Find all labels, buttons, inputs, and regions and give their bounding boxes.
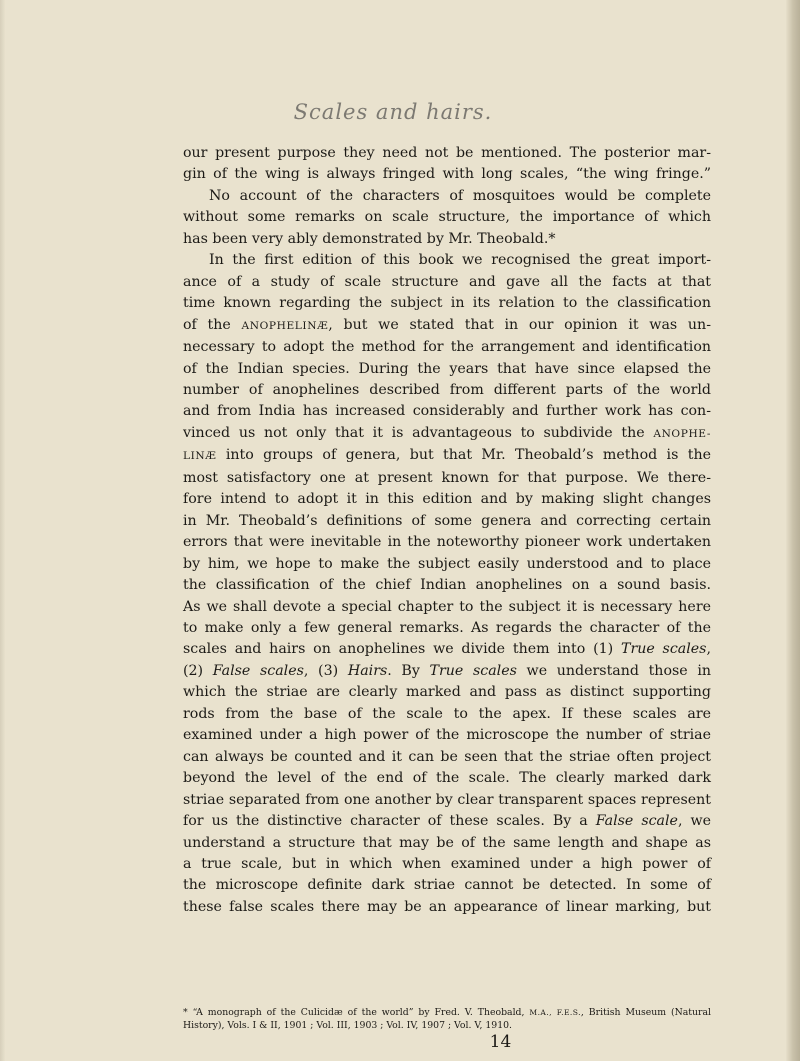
text-line: of the Indian species. During the years that have since elapsed the — [183, 360, 711, 377]
page-number: 14 — [489, 1032, 512, 1052]
text-line: beyond the level of the end of the scale. The clearly marked dark — [183, 770, 711, 787]
text-line: understand a structure that may be of the same length and shape as — [183, 834, 711, 851]
page-binding-right — [786, 0, 800, 1061]
text-line: (2) False scales, (3) Hairs. By True scales we understand those in — [183, 662, 711, 679]
text-line: number of anophelines described from different parts of the world — [183, 381, 711, 398]
text-line: fore intend to adopt it in this edition and by making slight changes — [183, 491, 711, 508]
text-line: these false scales there may be an appearance of linear marking, but — [183, 898, 711, 915]
text-line: can always be counted and it can be seen that the striae often project — [183, 748, 711, 765]
text-line: LINÆ into groups of genera, but that Mr. Theobald’s method is the — [183, 447, 711, 464]
text-line: has been very ably demonstrated by Mr. Theobald.* — [183, 230, 556, 247]
italic-term: True scales — [429, 662, 517, 679]
text-line: rods from the base of the scale to the apex. If these scales are — [183, 705, 711, 722]
text-line: scales and hairs on anophelines we divide them into (1) True scales, — [183, 641, 711, 658]
italic-term: False scale — [595, 813, 678, 830]
text-line: No account of the characters of mosquitoes would be complete — [209, 187, 711, 204]
text-line: our present purpose they need not be mentioned. The posterior mar- — [183, 145, 711, 161]
text-line: vinced us not only that it is advantageous to subdivide the ANOPHE- — [183, 424, 711, 441]
running-head: Scales and hairs. — [293, 100, 493, 124]
body-text — [183, 143, 711, 918]
text-line: errors that were inevitable in the noteworthy pioneer work undertaken — [183, 534, 711, 551]
text-line: the classification of the chief Indian anophelines on a sound basis. — [183, 577, 711, 594]
text-line: ance of a study of scale structure and gave all the facts at that — [183, 273, 711, 290]
text-line: striae separated from one another by clear transparent spaces represent — [183, 791, 711, 808]
small-caps-term: LINÆ — [183, 450, 217, 463]
small-caps-term: ANOPHELINÆ — [241, 319, 329, 332]
text-line: the microscope definite dark striae cannot be detected. In some of — [183, 877, 711, 894]
small-caps-term: ANOPHE- — [653, 427, 711, 440]
text-line: a true scale, but in which when examined under a high power of — [183, 855, 711, 872]
text-line: time known regarding the subject in its relation to the classification — [183, 295, 711, 312]
text-line: in Mr. Theobald’s definitions of some genera and correcting certain — [183, 512, 711, 529]
italic-term: False scales — [212, 662, 304, 679]
text-line: most satisfactory one at present known for that purpose. We there- — [183, 469, 711, 486]
italic-term: Hairs — [347, 662, 388, 679]
text-line: which the striae are clearly marked and pass as distinct supporting — [183, 684, 711, 701]
text-line: to make only a few general remarks. As regards the character of the — [183, 619, 711, 636]
text-line: necessary to adopt the method for the arrangement and identification — [183, 339, 711, 356]
footnote: * “A monograph of the Culicidæ of the world” by Fred. V. Theobald, M.A., F.E.S., British Museum (Natural History), Vols. I & II, 1901 ; Vol. III, 1903 ; Vol. IV, 1907 ; Vol. V, 1910. — [183, 1007, 711, 1031]
text-line: for us the distinctive character of these scales. By a False scale, we — [183, 813, 712, 830]
text-line: examined under a high power of the microscope the number of striae — [183, 727, 711, 744]
text-line: of the ANOPHELINÆ, but we stated that in our opinion it was un- — [183, 316, 711, 333]
text-line: and from India has increased considerably and further work has con- — [183, 403, 711, 420]
text-line: As we shall devote a special chapter to the subject it is necessary here — [183, 598, 711, 615]
italic-term: True scales — [620, 641, 707, 658]
text-line: without some remarks on scale structure, the importance of which — [183, 209, 711, 226]
text-line: by him, we hope to make the subject easily understood and to place — [183, 555, 711, 572]
text-line: In the first edition of this book we recognised the great import- — [209, 252, 711, 269]
text-line: gin of the wing is always fringed with long scales, “the wing fringe.” — [183, 166, 711, 183]
